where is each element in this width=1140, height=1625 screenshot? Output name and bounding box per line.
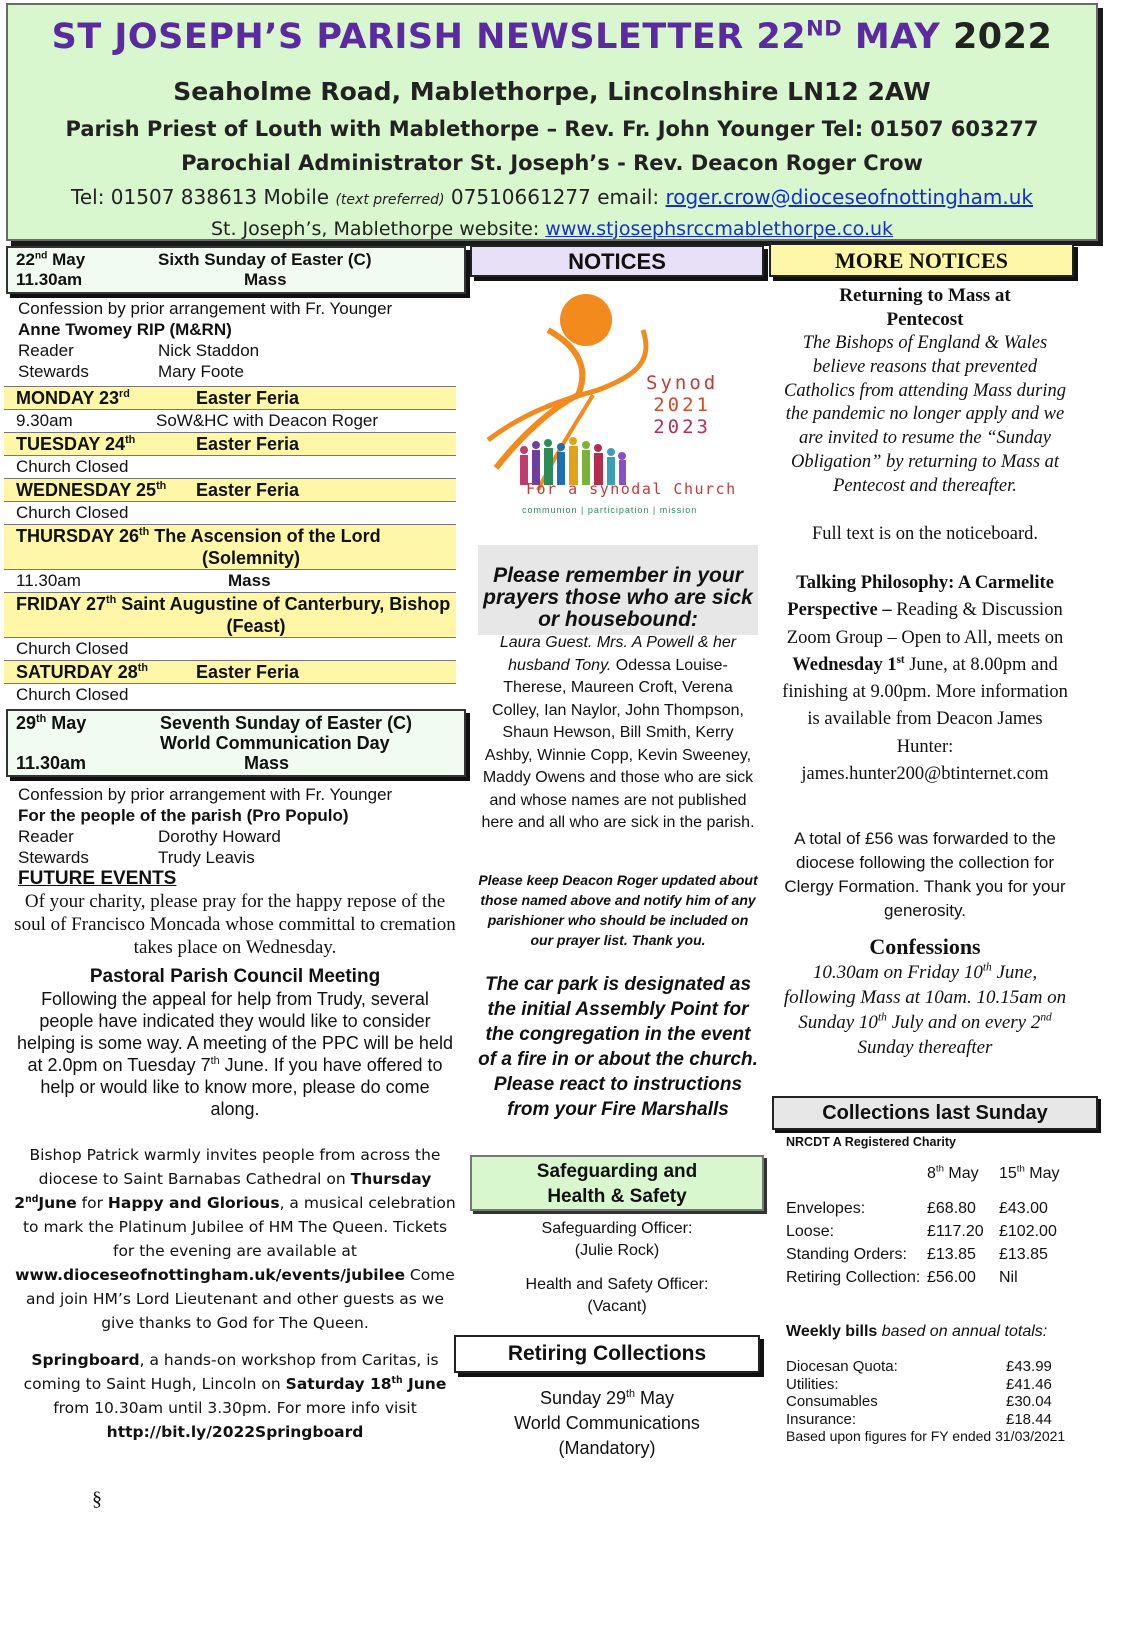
bill-row <box>786 1411 1066 1429</box>
ppc-title: Pastoral Parish Council Meeting <box>89 966 381 987</box>
collection-value-15-may: £13.85 <box>999 1246 1048 1263</box>
website-link[interactable]: www.stjosephsrccmablethorpe.co.uk <box>545 218 894 240</box>
tuesday-row: TUESDAY 24th Easter Feria <box>4 432 456 456</box>
newsletter-header <box>6 3 1098 241</box>
monday-detail: 9.30am SoW&HC with Deacon Roger <box>16 411 379 430</box>
bill-value: £30.04 <box>1006 1393 1052 1410</box>
bill-label: Insurance: <box>786 1410 857 1428</box>
stewards-row: Stewards Mary Foote <box>18 362 244 381</box>
bill-value: £18.44 <box>1006 1410 1052 1428</box>
weekly-bills <box>786 1358 1066 1446</box>
collection-value-15-may: £102.00 <box>999 1223 1057 1240</box>
reader-row: Reader Nick Staddon <box>18 341 260 360</box>
church-closed: Church Closed <box>16 457 129 476</box>
collections-table <box>786 1165 1086 1289</box>
remember-names: Laura Guest. Mrs. A Powell & her husband Tony. Odessa Louise-Therese, Maureen Croft, Verena Colley, Ian Naylor, John Thompson, Shaun Hewson, Bill Smith, Kerry Ashby, Winnie Copp, Kevin Sweeney, Maddy Owens and those who are sick and whose names are not published here and all who are sick in the parish. <box>481 634 755 831</box>
collection-label: Envelopes: <box>786 1200 866 1217</box>
springboard-notice: Springboard, a hands-on workshop from Caritas, is coming to Saint Hugh, Lincoln on Saturday 18th June from 10.30am until 3.30pm. For more info visit http://bit.ly/2022Springboard <box>23 1351 447 1441</box>
car-park-notice: The car park is designated as the initial Assembly Point for the congregation in the event of a fire in or about the church. Please react to instructions from your Fire Marshalls <box>478 974 758 1120</box>
collection-value-8-may: £68.80 <box>927 1200 976 1217</box>
contact-line: Tel: 01507 838613 Mobile (text preferred) 07510661277 email: roger.crow@dioceseofnottingham.uk <box>71 185 1033 209</box>
sunday-2-box: 29th May Seventh Sunday of Easter (C) World Communication Day 11.30am Mass <box>6 709 466 777</box>
springboard-url[interactable]: http://bit.ly/2022Springboard <box>106 1423 364 1441</box>
bill-row <box>786 1358 1066 1376</box>
charity-notice: Of your charity, please pray for the happy repose of the soul of Francisco Moncada whose committal to cremation takes place on Wednesday. <box>14 891 456 958</box>
bills-note: Based upon figures for FY ended 31/03/2021 <box>786 1428 1066 1444</box>
reader-row: Reader Dorothy Howard <box>18 827 281 846</box>
jubilee-notice: Bishop Patrick warmly invites people from across the diocese to Saint Barnabas Cathedral on Thursday 2ndJune for Happy and Glorious, a musical celebration to mark the Platinum Jubilee of HM The Queen. Tickets for the evening are available at www.dioceseofnottingham.uk/events/jubilee Come and join HM’s Lord Lieutenant and other guests as we give thanks to God for The Queen. <box>14 1146 456 1332</box>
wednesday-row: WEDNESDAY 25th Easter Feria <box>4 478 456 502</box>
mass-intention: Anne Twomey RIP (M&RN) <box>18 320 232 339</box>
jubilee-url[interactable]: www.dioceseofnottingham.uk/events/jubilee <box>15 1266 405 1284</box>
collection-row <box>786 1197 1086 1220</box>
collections-header: Collections last Sunday <box>772 1096 1098 1130</box>
more-notices-header: MORE NOTICES <box>769 243 1074 277</box>
collection-value-8-may: £13.85 <box>927 1246 976 1263</box>
website-line: St. Joseph’s, Mablethorpe website: www.stjosephsrccmablethorpe.co.uk <box>210 218 894 240</box>
bill-label: Diocesan Quota: <box>786 1358 898 1375</box>
sunday-2-details <box>6 784 476 889</box>
forwarded-notice: A total of £56 was forwarded to the diocese following the collection for Clergy Formation. Thank you for your generosity. <box>784 829 1066 920</box>
bill-row <box>786 1393 1066 1411</box>
parish-priest: Parish Priest of Louth with Mablethorpe – Rev. Fr. John Younger Tel: 01507 603277 <box>65 117 1039 141</box>
keep-updated-note: Please keep Deacon Roger updated about those named above and notify him of any parishioner who should be included on our prayer list. Thank you. <box>478 872 758 948</box>
bill-label: Consumables <box>786 1393 878 1410</box>
collection-label: Retiring Collection: <box>786 1269 921 1286</box>
remember-heading-box <box>478 545 758 635</box>
ppc-notice <box>14 966 456 1120</box>
collection-row <box>786 1266 1086 1289</box>
returning-full-text: Full text is on the noticeboard. <box>811 524 1039 544</box>
synod-text: Synod 2021 2023 <box>646 372 719 438</box>
sunday-1-details <box>6 298 476 382</box>
collection-label: Loose: <box>786 1223 835 1240</box>
collections-header-row: 8th May 15th May <box>927 1163 1060 1182</box>
bill-value: £41.46 <box>1006 1375 1052 1393</box>
email-link[interactable]: roger.crow@dioceseofnottingham.uk <box>665 185 1033 209</box>
thursday-row: THURSDAY 26th The Ascension of the Lord (Solemnity) <box>4 524 456 570</box>
church-closed: Church Closed <box>16 685 129 704</box>
weekly-bills-heading: Weekly bills based on annual totals: <box>786 1323 1048 1340</box>
confessions-title: Confessions <box>869 934 981 959</box>
parochial-administrator: Parochial Administrator St. Joseph’s - Rev. Deacon Roger Crow <box>181 151 923 175</box>
synod-people <box>520 437 626 485</box>
sunday-1-box: 22nd May Sixth Sunday of Easter (C) 11.30am Mass <box>6 246 466 294</box>
synod-logo <box>478 290 758 530</box>
synod-tagline: For a synodal Church <box>526 480 737 498</box>
collection-value-8-may: £117.20 <box>927 1223 984 1240</box>
collection-value-15-may: £43.00 <box>999 1200 1048 1217</box>
collection-value-15-may: Nil <box>999 1269 1018 1286</box>
retiring-collections-header: Retiring Collections <box>454 1335 760 1373</box>
mass-intention: For the people of the parish (Pro Populo) <box>18 806 349 825</box>
collection-rows <box>786 1197 1086 1289</box>
bill-row <box>786 1376 1066 1394</box>
friday-row: FRIDAY 27th Saint Augustine of Canterbury, Bishop (Feast) <box>4 592 456 638</box>
philosophy-notice: Talking Philosophy: A Carmelite Perspective – Reading & Discussion Zoom Group – Open to All, meets on Wednesday 1st June, at 8.00pm and finishing at 9.00pm. More information is available from Deacon James Hunter: james.hunter200@btinternet.com <box>782 573 1068 785</box>
church-closed: Church Closed <box>16 639 129 658</box>
confessions-text: 10.30am on Friday 10th June, following Mass at 10am. 10.15am on Sunday 10th July and on every 2nd Sunday thereafter <box>783 961 1067 1058</box>
newsletter-title: ST JOSEPH’S PARISH NEWSLETTER 22ND MAY 2022 <box>51 16 1053 57</box>
collection-value-8-may: £56.00 <box>927 1269 976 1286</box>
safeguarding-header: Safeguarding and Health & Safety <box>470 1155 764 1211</box>
remember-title: Please remember in your prayers those who are sick or housebound: <box>483 564 753 631</box>
thursday-detail: 11.30am Mass <box>16 571 271 590</box>
returning-text: The Bishops of England & Wales believe reasons that prevented Catholics from attending Mass during the pandemic no longer apply and we are invited to resume the “Sunday Obligation” by returning to Mass at Pentecost and thereafter. <box>784 333 1066 496</box>
stewards-row: Stewards Trudy Leavis <box>18 848 255 867</box>
church-closed: Church Closed <box>16 503 129 522</box>
collection-row <box>786 1243 1086 1266</box>
retiring-details: Sunday 29th May World Communications (Mandatory) <box>514 1388 700 1458</box>
monday-row: MONDAY 23rd Easter Feria <box>4 386 456 410</box>
safeguarding-details: Safeguarding Officer: (Julie Rock) Health and Safety Officer: (Vacant) <box>525 1220 709 1315</box>
confession-note: Confession by prior arrangement with Fr. Younger <box>18 785 393 804</box>
collection-label: Standing Orders: <box>786 1246 907 1263</box>
future-events-heading: FUTURE EVENTS <box>18 868 177 889</box>
weekday-schedule <box>4 386 456 706</box>
confession-note: Confession by prior arrangement with Fr. Younger <box>18 299 393 318</box>
bill-rows <box>786 1358 1066 1428</box>
section-mark: § <box>92 1488 102 1510</box>
saturday-row: SATURDAY 28th Easter Feria <box>4 660 456 684</box>
ppc-text: Following the appeal for help from Trudy, several people have indicated they would like to consider helping is some way. A meeting of the PPC will be held at 2.0pm on Tuesday 7th June. If you have offered to help or would like to know more, please do come along. <box>17 989 453 1119</box>
nrcdt-label: NRCDT A Registered Charity <box>786 1135 956 1149</box>
notices-header: NOTICES <box>470 245 764 277</box>
bill-label: Utilities: <box>786 1375 839 1393</box>
bill-value: £43.99 <box>1006 1358 1052 1375</box>
synod-subtitle: communion | participation | mission <box>522 505 698 515</box>
parish-address: Seaholme Road, Mablethorpe, Lincolnshire LN12 2AW <box>173 77 931 106</box>
returning-title: Returning to Mass at Pentecost <box>839 285 1011 330</box>
collection-row <box>786 1220 1086 1243</box>
